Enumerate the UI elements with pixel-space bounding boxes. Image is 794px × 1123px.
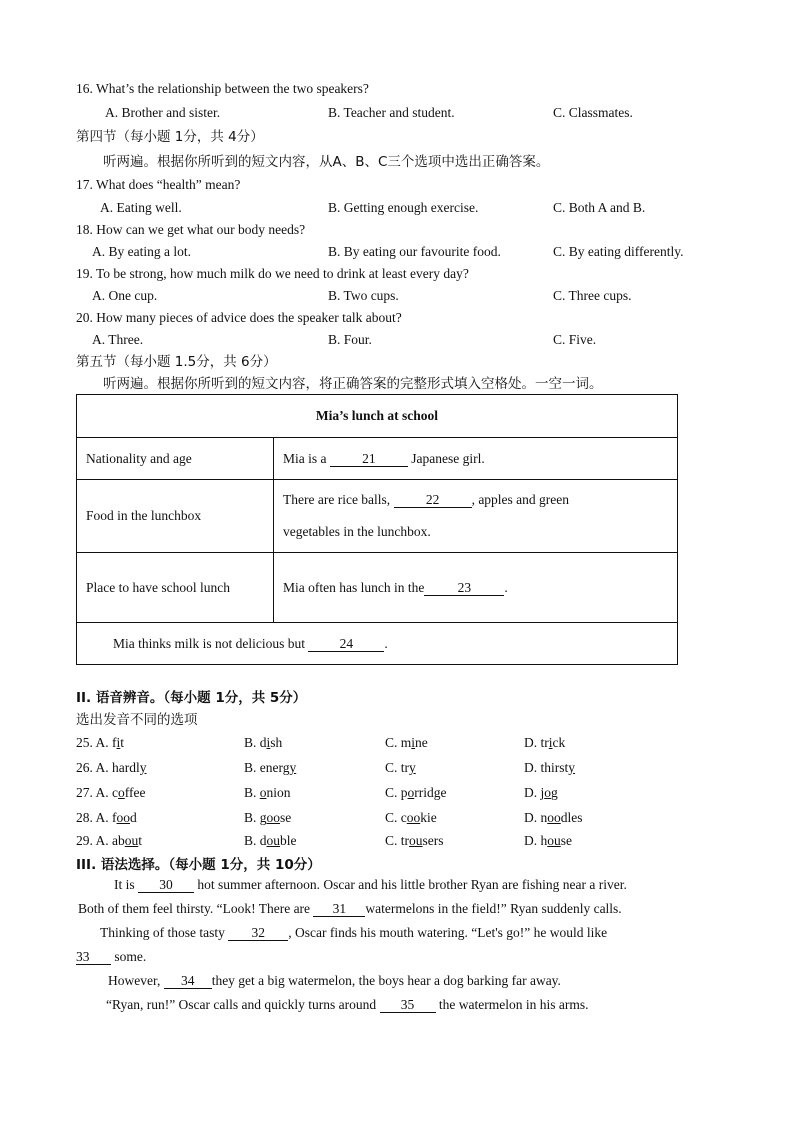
section-4-instructions: 听两遍。根据你所听到的短文内容，从A、B、C三个选项中选出正确答案。	[103, 154, 550, 170]
question-17-stem: 17. What does “health” mean?	[76, 177, 241, 192]
phonetic-q26-option-c: C. try	[385, 760, 416, 775]
q18-option-b: B. By eating our favourite food.	[328, 244, 501, 259]
passage-line-2: Both of them feel thirsty. “Look! There are 31 watermelons in the field!” Ryan suddenly calls.	[78, 901, 622, 916]
underlined-letters: y	[568, 760, 576, 775]
phonetic-q29-option-a: 29. A. about	[76, 833, 143, 848]
phonetic-q29-option-b: B. double	[244, 833, 297, 848]
passage-line-1: It is 30 hot summer afternoon. Oscar and his little brother Ryan are fishing near a river.	[114, 877, 627, 892]
row-nationality-label: Nationality and age	[77, 438, 274, 480]
phonetic-q26-option-b: B. energy	[244, 760, 297, 775]
q20-option-a: A. Three.	[92, 332, 144, 347]
q16-option-a: A. Brother and sister.	[105, 105, 221, 120]
blank-33[interactable]: 33	[76, 949, 111, 965]
phonetic-q27-option-a: 27. A. coffee	[76, 785, 146, 800]
q17-option-c: C. Both A and B.	[553, 200, 646, 215]
underlined-letters: i	[266, 735, 271, 750]
section-3-title: III. 语法选择。（每小题 1分，共 10分）	[76, 857, 321, 873]
underlined-letters: y	[289, 760, 297, 775]
q18-option-a: A. By eating a lot.	[92, 244, 191, 259]
row-nationality-value: Mia is a 21 Japanese girl.	[274, 438, 678, 480]
phonetic-q28-option-a: 28. A. food	[76, 810, 137, 825]
phonetic-q28-option-c: C. cookie	[385, 810, 437, 825]
phonetic-q25-option-c: C. mine	[385, 735, 428, 750]
question-20-stem: 20. How many pieces of advice does the speaker talk about?	[76, 310, 402, 325]
passage-line-5: However, 34 they get a big watermelon, the boys hear a dog barking far away.	[108, 973, 561, 988]
blank-31[interactable]: 31	[313, 901, 365, 917]
phonetic-q27-option-d: D. jog	[524, 785, 558, 800]
question-18-stem: 18. How can we get what our body needs?	[76, 222, 306, 237]
phonetic-q25-option-b: B. dish	[244, 735, 283, 750]
blank-32[interactable]: 32	[228, 925, 288, 941]
underlined-letters: i	[411, 735, 416, 750]
q19-option-a: A. One cup.	[92, 288, 158, 303]
blank-34[interactable]: 34	[164, 973, 212, 989]
underlined-letters: i	[548, 735, 553, 750]
phonetic-q29-option-c: C. trousers	[385, 833, 444, 848]
underlined-letters: o	[259, 785, 267, 800]
q16-option-b: B. Teacher and student.	[328, 105, 455, 120]
underlined-letters: ou	[266, 833, 281, 848]
passage-line-3: Thinking of those tasty 32 , Oscar finds his mouth watering. “Let's go!” he would like	[100, 925, 608, 940]
row-food-label: Food in the lunchbox	[77, 480, 274, 553]
q20-option-b: B. Four.	[328, 332, 372, 347]
q16-option-c: C. Classmates.	[553, 105, 633, 120]
row-place-value: Mia often has lunch in the 23 .	[274, 553, 678, 623]
underlined-letters: ou	[124, 833, 139, 848]
question-16-stem: 16. What’s the relationship between the two speakers?	[76, 81, 369, 96]
underlined-letters: oo	[406, 810, 421, 825]
question-19-stem: 19. To be strong, how much milk do we need to drink at least every day?	[76, 266, 469, 281]
table-title: Mia’s lunch at school	[77, 395, 678, 438]
phonetic-q26-option-a: 26. A. hardly	[76, 760, 147, 775]
blank-23[interactable]: 23	[424, 580, 504, 596]
underlined-letters: oo	[547, 810, 561, 825]
phonetic-q28-option-b: B. goose	[244, 810, 292, 825]
row-food-value: There are rice balls, 22 , apples and green vegetables in the lunchbox.	[274, 480, 678, 553]
lunch-table	[76, 394, 678, 665]
q20-option-c: C. Five.	[553, 332, 597, 347]
underlined-letters: ou	[547, 833, 561, 848]
passage-line-6: “Ryan, run!” Oscar calls and quickly turns around 35 the watermelon in his arms.	[106, 997, 589, 1012]
row-milk: Mia thinks milk is not delicious but 24 .	[77, 623, 678, 665]
row-place-label: Place to have school lunch	[77, 553, 274, 623]
q18-option-c: C. By eating differently.	[553, 244, 684, 259]
section-5-instructions: 听两遍。根据你所听到的短文内容，将正确答案的完整形式填入空格处。一空一词。	[103, 376, 603, 392]
underlined-letters: y	[409, 760, 416, 775]
q17-option-a: A. Eating well.	[100, 200, 182, 215]
phonetic-q29-option-d: D. house	[524, 833, 572, 848]
underlined-letters: y	[139, 760, 147, 775]
section-2-instructions: 选出发音不同的选项	[76, 712, 198, 728]
phonetic-q25-option-d: D. trick	[524, 735, 566, 750]
underlined-letters: o	[118, 785, 125, 800]
q19-option-c: C. Three cups.	[553, 288, 632, 303]
blank-24[interactable]: 24	[308, 636, 384, 652]
phonetic-q25-option-a: 25. A. fit	[76, 735, 125, 750]
underlined-letters: oo	[116, 810, 131, 825]
phonetic-q28-option-d: D. noodles	[524, 810, 583, 825]
q19-option-b: B. Two cups.	[328, 288, 399, 303]
underlined-letters: o	[407, 785, 415, 800]
phonetic-q27-option-c: C. porridge	[385, 785, 447, 800]
q17-option-b: B. Getting enough exercise.	[328, 200, 479, 215]
underlined-letters: oo	[266, 810, 281, 825]
passage-line-4: 33 some.	[76, 949, 147, 964]
phonetic-q27-option-b: B. onion	[244, 785, 291, 800]
blank-22[interactable]: 22	[394, 492, 472, 508]
underlined-letters: o	[544, 785, 551, 800]
phonetic-q26-option-d: D. thirsty	[524, 760, 576, 775]
blank-30[interactable]: 30	[138, 877, 194, 893]
underlined-letters: i	[116, 735, 121, 750]
section-2-title: II. 语音辨音。（每小题 1分，共 5分）	[76, 690, 307, 706]
blank-21[interactable]: 21	[330, 451, 408, 467]
section-5-title: 第五节（每小题 1.5分，共 6分）	[76, 354, 277, 370]
blank-35[interactable]: 35	[380, 997, 436, 1013]
section-4-title: 第四节（每小题 1分，共 4分）	[76, 129, 264, 145]
underlined-letters: ou	[409, 833, 423, 848]
